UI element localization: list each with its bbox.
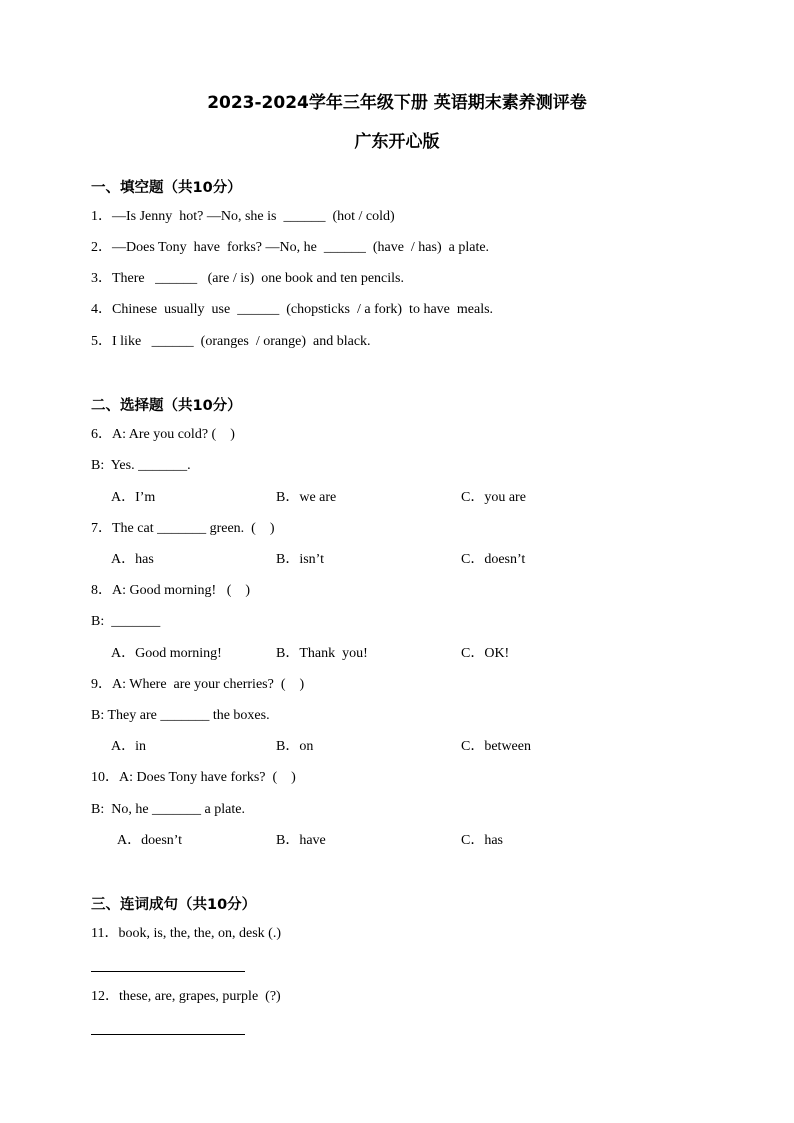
question-11: 11．book, is, the, the, on, desk (.): [91, 926, 282, 941]
question-2: 2．—Does Tony have forks? —No, he ______ (have / has) a plate.: [91, 240, 490, 255]
question-8-option-b: B．Thank you!: [276, 646, 368, 661]
question-9-option-a: A．in: [111, 739, 146, 754]
page-title: 2023-2024学年三年级下册 英语期末素养测评卷: [207, 93, 587, 113]
question-4: 4．Chinese usually use ______ (chopsticks / a fork) to have meals.: [91, 302, 494, 317]
question-9-stem: 9．A: Where are your cherries? ( ): [91, 677, 305, 692]
question-12-answer-line: [91, 1034, 245, 1035]
question-7-stem: 7．The cat _______ green. ( ): [91, 521, 275, 536]
section-heading-multiple-choice: 二、选择题（共10分）: [91, 398, 242, 414]
question-8-option-a: A．Good morning!: [111, 646, 222, 661]
section-heading-fill-in: 一、填空题（共10分）: [91, 180, 242, 196]
question-6-stem: 6．A: Are you cold? ( ): [91, 427, 235, 442]
section-heading-sentence-building: 三、连词成句（共10分）: [91, 897, 257, 913]
question-10-option-a: A．doesn’t: [117, 833, 183, 848]
question-9-option-b: B．on: [276, 739, 314, 754]
question-6-b-line: B: Yes. _______.: [91, 458, 191, 473]
question-9-b-line: B: They are _______ the boxes.: [91, 708, 270, 723]
question-5: 5．I like ______ (oranges / orange) and black.: [91, 334, 371, 349]
question-8-option-c: C．OK!: [461, 646, 510, 661]
question-12: 12．these, are, grapes, purple (?): [91, 989, 281, 1004]
question-11-answer-line: [91, 971, 245, 972]
question-8-stem: 8．A: Good morning! ( ): [91, 583, 251, 598]
question-8-b-line: B: _______: [91, 614, 161, 629]
question-7-option-b: B．isn’t: [276, 552, 324, 567]
page-subtitle: 广东开心版: [354, 132, 440, 152]
question-10-option-b: B．have: [276, 833, 326, 848]
question-10-b-line: B: No, he _______ a plate.: [91, 802, 245, 817]
question-7-option-a: A．has: [111, 552, 154, 567]
question-1: 1．—Is Jenny hot? —No, she is ______ (hot / cold): [91, 209, 395, 224]
question-6-option-a: A．I’m: [111, 490, 156, 505]
question-10-option-c: C．has: [461, 833, 503, 848]
question-10-stem: 10．A: Does Tony have forks? ( ): [91, 770, 296, 785]
question-6-option-b: B．we are: [276, 490, 337, 505]
question-9-option-c: C．between: [461, 739, 531, 754]
question-3: 3．There ______ (are / is) one book and ten pencils.: [91, 271, 404, 286]
question-6-option-c: C．you are: [461, 490, 526, 505]
question-7-option-c: C．doesn’t: [461, 552, 526, 567]
